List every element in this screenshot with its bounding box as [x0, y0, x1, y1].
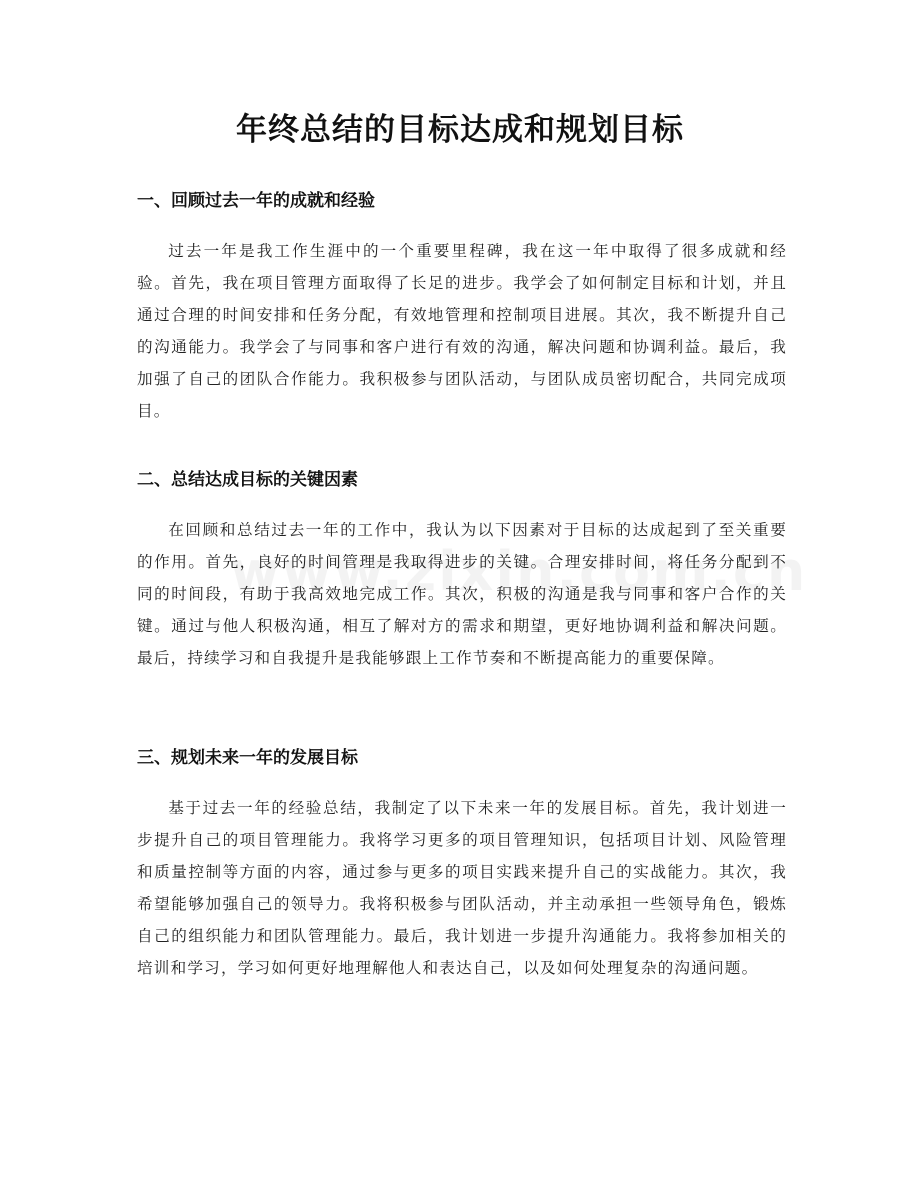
- section-heading: 三、规划未来一年的发展目标: [137, 748, 358, 768]
- section-paragraph: 过去一年是我工作生涯中的一个重要里程碑，我在这一年中取得了很多成就和经验。首先，我在项目管理方面取得了长足的进步。我学会了如何制定目标和计划，并且通过合理的时间安排和任务分配，有效地管理和控制项目进展。其次，我不断提升自己的沟通能力。我学会了与同事和客户进行有效的沟通，解决问题和协调利益。最后，我加强了自己的团队合作能力。我积极参与团队活动，与团队成员密切配合，共同完成项目。: [137, 242, 787, 420]
- section-paragraph: 在回顾和总结过去一年的工作中，我认为以下因素对于目标的达成起到了至关重要的作用。首先，良好的时间管理是我取得进步的关键。合理安排时间，将任务分配到不同的时间段，有助于我高效地完成工作。其次，积极的沟通是我与同事和客户合作的关键。通过与他人积极沟通，相互了解对方的需求和期望，更好地协调利益和解决问题。最后，持续学习和自我提升是我能够跟上工作节奏和不断提高能力的重要保障。: [137, 521, 787, 667]
- watermark: [230, 540, 807, 603]
- section-heading: 二、总结达成目标的关键因素: [137, 470, 358, 490]
- section-paragraph: 基于过去一年的经验总结，我制定了以下未来一年的发展目标。首先，我计划进一步提升自己的项目管理能力。我将学习更多的项目管理知识，包括项目计划、风险管理和质量控制等方面的内容，通过参与更多的项目实践来提升自己的实战能力。其次，我希望能够加强自己的领导力。我将积极参与团队活动，并主动承担一些领导角色，锻炼自己的组织能力和团队管理能力。最后，我计划进一步提升沟通能力。我将参加相关的培训和学习，学习如何更好地理解他人和表达自己，以及如何处理复杂的沟通问题。: [137, 799, 787, 977]
- section-1: [137, 188, 787, 427]
- section-heading: 一、回顾过去一年的成就和经验: [137, 191, 375, 211]
- document-title: 年终总结的目标达成和规划目标: [236, 112, 684, 148]
- section-3: [137, 745, 787, 984]
